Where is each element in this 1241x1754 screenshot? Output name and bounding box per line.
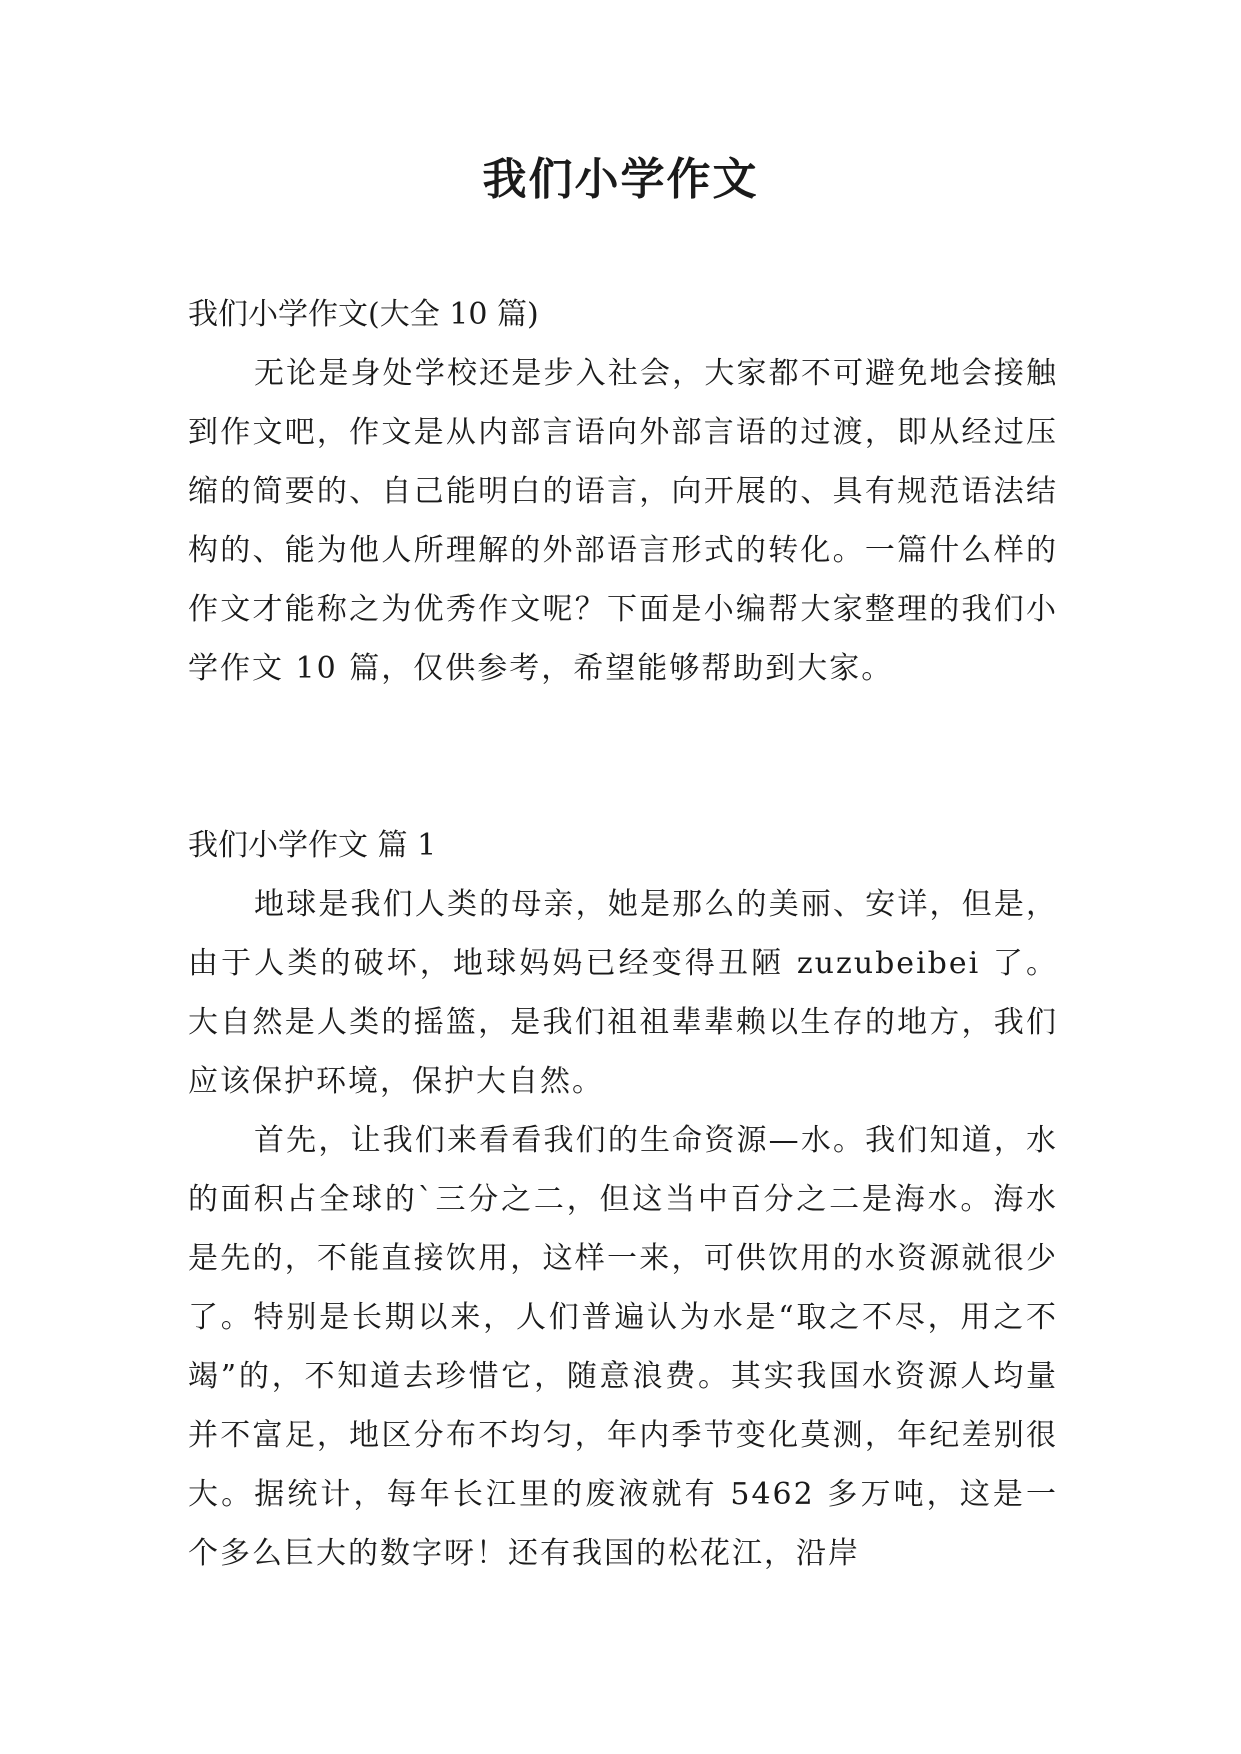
section-paragraph-1: 地球是我们人类的母亲，她是那么的美丽、安详，但是，由于人类的破坏，地球妈妈已经变得丑陋 zuzubeibei 了。大自然是人类的摇篮，是我们祖祖辈辈赖以生存的地方，我们应该保护环境，保护大自然。	[188, 887, 1058, 1099]
section-heading: 我们小学作文 篇 1	[188, 828, 437, 863]
section-paragraph-2: 首先，让我们来看看我们的生命资源—水。我们知道，水的面积占全球的`三分之二，但这当中百分之二是海水。海水是先的，不能直接饮用，这样一来，可供饮用的水资源就很少了。特别是长期以来，人们普遍认为水是“取之不尽，用之不竭”的，不知道去珍惜它，随意浪费。其实我国水资源人均量并不富足，地区分布不均匀，年内季节变化莫测，年纪差别很大。据统计，每年长江里的废液就有 5462 多万吨，这是一个多么巨大的数字呀！还有我国的松花江，沿岸	[188, 1123, 1058, 1571]
document-title: 我们小学作文	[482, 154, 759, 205]
document-subtitle: 我们小学作文(大全 10 篇)	[188, 297, 539, 332]
section-spacer	[188, 698, 1058, 816]
intro-paragraph: 无论是身处学校还是步入社会，大家都不可避免地会接触到作文吧，作文是从内部言语向外部言语的过渡，即从经过压缩的简要的、自己能明白的语言，向开展的、具有规范语法结构的、能为他人所理解的外部语言形式的转化。一篇什么样的作文才能称之为优秀作文呢？下面是小编帮大家整理的我们小学作文 10 篇，仅供参考，希望能够帮助到大家。	[188, 356, 1058, 686]
document-body	[188, 285, 1058, 1583]
